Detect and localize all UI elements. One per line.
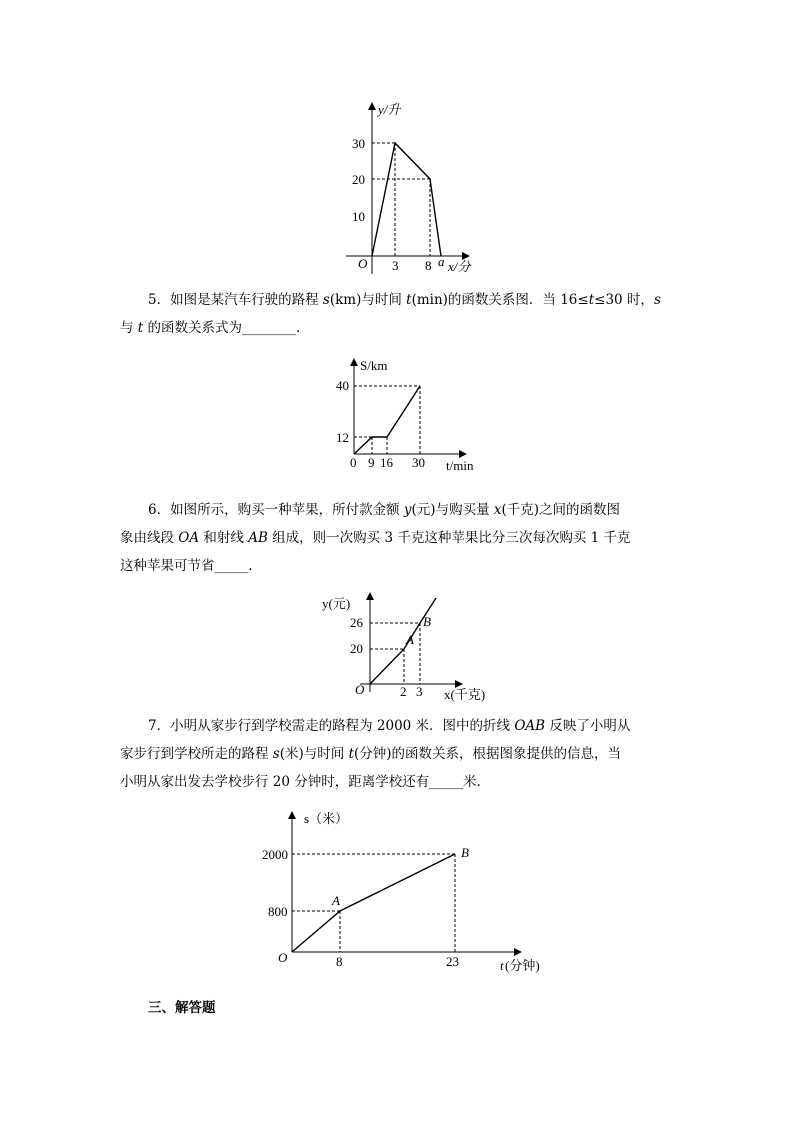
- q7-text-1a: 小明从家步行到学校需走的路程为 2000 米．图中的折线: [170, 718, 515, 734]
- fig1-x-tick-a: a: [438, 254, 445, 269]
- q6-var-oa: OA: [178, 530, 200, 546]
- fig3-y-tick-26: 26: [350, 615, 363, 630]
- q6-number: 6．: [148, 502, 171, 518]
- q7-var-oab: OAB: [514, 718, 546, 734]
- q7-text-2c: (分钟)的函数关系，根据图象提供的信息，当: [354, 746, 622, 762]
- fig4-y-label: s（米）: [304, 811, 349, 826]
- figure-1-svg: [340, 96, 500, 282]
- fig4-y-tick-2000: 2000: [262, 847, 288, 862]
- fig4-x-label-unit: (分钟): [505, 958, 540, 973]
- q5-number: 5．: [148, 292, 171, 308]
- fig4-y-arrow: [288, 811, 296, 819]
- fig1-y-label: y/升: [378, 102, 401, 117]
- fig2-x-arrow: [459, 450, 467, 458]
- fig2-y-tick-12: 12: [336, 430, 349, 445]
- q5-text-1c: (min)的函数关系图．当 16≤: [411, 292, 589, 308]
- q6-text-3: 这种苹果可节省_____.: [120, 558, 253, 574]
- fig3-point-a-label: A: [406, 632, 414, 647]
- q6-text-1b: (元)与购买量: [411, 502, 494, 518]
- q7-number: 7．: [148, 718, 171, 734]
- q5-text-2a: 与: [120, 320, 138, 336]
- figure-2-svg: [330, 352, 490, 476]
- question-7: [120, 712, 680, 796]
- fig4-x-tick-8: 8: [336, 954, 343, 969]
- fig1-data-line: [372, 143, 441, 256]
- figure-3-graph: [322, 588, 502, 706]
- fig1-x-tick-8: 8: [425, 258, 432, 273]
- fig3-data-line: [370, 598, 436, 684]
- fig4-x-label-var: t: [500, 958, 504, 973]
- fig1-y-tick-10: 10: [352, 209, 365, 224]
- q5-var-s: s: [322, 292, 330, 308]
- figure-2-graph: [330, 352, 490, 476]
- fig4-x-arrow: [514, 948, 522, 956]
- q7-text-1b: 反映了小明从: [545, 718, 631, 734]
- fig4-point-a-label: A: [332, 893, 340, 908]
- q5-text-1a: 如图是某汽车行驶的路程: [170, 292, 323, 308]
- fig4-origin: O: [278, 950, 288, 965]
- fig2-x-tick-16: 16: [380, 455, 393, 470]
- q6-text-2a: 象由线段: [120, 530, 179, 546]
- fig4-data-line: [292, 854, 455, 952]
- figure-4-svg: [256, 806, 556, 978]
- fig4-point-b-label: B: [461, 845, 469, 860]
- fig1-y-tick-30: 30: [352, 136, 365, 151]
- fig2-x-tick-9: 9: [368, 455, 375, 470]
- fig2-x-tick-30: 30: [412, 455, 425, 470]
- q6-var-x: x: [493, 502, 502, 518]
- q6-text-2c: 组成，则一次购买 3 千克这种苹果比分三次每次购买 1 千克: [267, 530, 631, 546]
- q5-var-t2: t: [588, 292, 595, 308]
- q5-var-s2: s: [653, 292, 661, 308]
- question-6: [120, 496, 680, 580]
- fig1-origin: O: [358, 256, 368, 271]
- q7-var-t: t: [348, 746, 354, 762]
- section-heading: 三、解答题: [148, 1000, 216, 1016]
- q7-var-s: s: [272, 746, 280, 762]
- fig2-x-label: t/min: [446, 458, 474, 473]
- fig2-y-arrow: [350, 358, 358, 366]
- q6-var-y: y: [403, 502, 412, 518]
- q7-text-2b: (米)与时间: [279, 746, 349, 762]
- fig3-y-arrow: [366, 592, 374, 600]
- q6-text-1c: (千克)之间的函数图: [501, 502, 621, 518]
- fig1-x-label: x/分: [448, 259, 471, 274]
- fig3-x-tick-3: 3: [416, 684, 423, 699]
- fig1-x-tick-3: 3: [392, 258, 399, 273]
- q5-text-1b: (km)与时间: [329, 292, 407, 308]
- fig1-y-arrow: [368, 102, 376, 110]
- fig2-y-tick-40: 40: [336, 378, 349, 393]
- question-5: [120, 286, 680, 342]
- fig3-origin: O: [355, 682, 365, 697]
- fig3-point-b-label: B: [423, 614, 431, 629]
- q5-text-2b: 的函数关系式为________.: [143, 320, 301, 336]
- fig2-origin: 0: [350, 455, 357, 470]
- q6-text-2b: 和射线: [199, 530, 249, 546]
- q7-text-3: 小明从家出发去学校步行 20 分钟时，距离学校还有_____米.: [120, 774, 481, 790]
- figure-3-svg: [322, 588, 502, 706]
- q5-var-t: t: [406, 292, 412, 308]
- fig3-x-label: x(千克): [444, 687, 486, 702]
- figure-4-graph: [256, 806, 556, 978]
- figure-1-graph: [340, 96, 500, 282]
- q6-text-1a: 如图所示，购买一种苹果，所付款金额: [170, 502, 404, 518]
- q5-var-t3: t: [137, 320, 144, 336]
- fig4-x-tick-23: 23: [446, 954, 459, 969]
- fig2-y-label: S/km: [360, 358, 388, 373]
- q6-var-ab: AB: [248, 530, 268, 546]
- fig3-x-tick-2: 2: [400, 684, 407, 699]
- fig3-y-tick-20: 20: [350, 641, 363, 656]
- fig4-y-tick-800: 800: [268, 904, 288, 919]
- fig3-y-label: y(元): [322, 596, 351, 611]
- q7-text-2a: 家步行到学校所走的路程: [120, 746, 273, 762]
- q5-text-1d: ≤30 时，: [594, 292, 654, 308]
- fig1-y-tick-20: 20: [352, 172, 365, 187]
